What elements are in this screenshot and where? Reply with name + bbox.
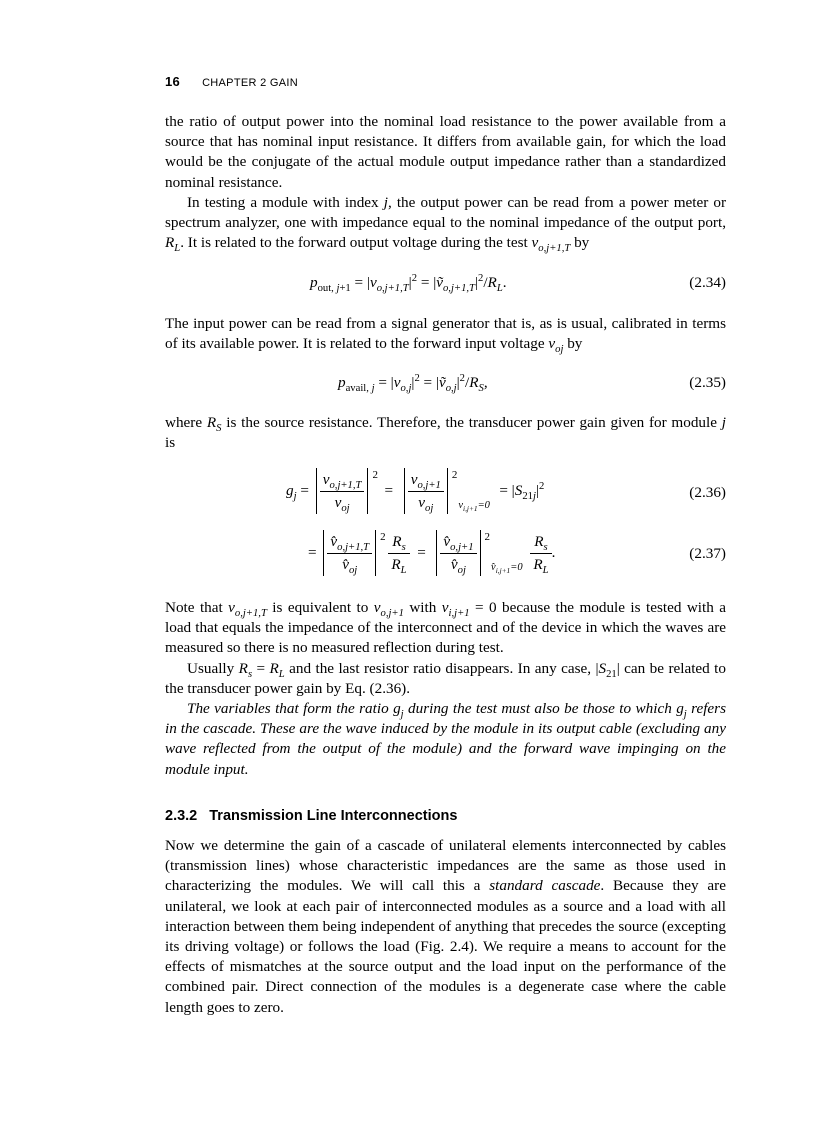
equation-number: (2.37) xyxy=(689,545,726,562)
paragraph: Usually $R_s = R_L$ and the last resistor ratio disappears. In any case, $|S_{21}|$ can be related to the transducer power gain by Eq. (2.36). xyxy=(165,659,726,697)
text-run: refers in the cascade. These are the wave induced by the module in its output cable (excluding any wave reflected from the output of the module) and the forward wave impinging on the module input. xyxy=(165,700,726,778)
equation-2-36: $g_j$ = $\frac{v_{o,j+1,T}}{v_{oj}}$ $^2$ = $\frac{v_{o,j+1}}{v_{oj}}$ $^2_{v_{i,j+1}=0} = |S_{21j}|^2$ xyxy=(286,469,545,514)
text-run: and the last resistor ratio disappears. In any case, xyxy=(284,659,596,677)
text-run: , the output power can be read from a power meter or spectrum analyzer, one with impedance equal to the nominal impedance of the output port, xyxy=(165,193,727,232)
text-run: Now we determine the gain of a cascade of unilateral elements interconnected by cables (transmission lines) whose characteristic impedances are the same as those used in characterizing the modules. We will call this a xyxy=(165,837,726,895)
emphasis: standard cascade xyxy=(489,877,601,895)
text-run: In testing a module with index xyxy=(187,193,384,211)
section-title: Transmission Line Interconnections xyxy=(209,808,458,824)
paragraph xyxy=(165,836,726,1018)
equation-number: (2.36) xyxy=(689,484,726,501)
text-run: can be related to the transducer power gain by Eq. (2.36). xyxy=(165,659,726,697)
section-heading xyxy=(165,808,457,824)
text-run: Note that xyxy=(165,599,229,616)
paragraph: In testing a module with index j, the output power can be read from a power meter or spectrum analyzer, one with impedance equal to the nominal impedance of the output port, $R_L$. It is related to the forward output voltage during the test $v_{o,j+1,T}$ by xyxy=(165,193,727,255)
chapter-label: CHAPTER 2 GAIN xyxy=(202,77,298,89)
paragraph: The input power can be read from a signal generator that is, as is usual, calibrated in terms of its available power. It is related to the forward input voltage $v_{oj}$ by xyxy=(165,315,726,356)
paragraph-block-3 xyxy=(165,413,726,453)
paragraph: The variables that form the ratio $g_j$ during the test must also be those to which $g_j$ refers in the cascade. These are the wave induced by the module in its output cable (excluding any wave reflected from the output of the module) and the forward wave impinging on the module input. xyxy=(165,700,726,778)
text-run: Usually xyxy=(187,659,239,677)
text-run: is the source resistance. Therefore, the transducer power gain given for module xyxy=(221,414,722,431)
running-head xyxy=(165,74,298,89)
paragraph-block-5 xyxy=(165,836,726,1018)
equation-number: (2.35) xyxy=(689,374,726,391)
text-run: . It is related to the forward output voltage during the test xyxy=(180,234,532,252)
paragraph-block-4 xyxy=(165,598,726,780)
equation-2-35: $p_{avail, j} = |v_{o,j}|^2$ = $|ṽ_{o,j}|^2/R_S$, xyxy=(338,372,488,395)
text-run: The variables that form the ratio xyxy=(187,700,394,718)
text-run: where xyxy=(165,414,207,431)
text-run: with xyxy=(403,599,442,616)
text-run: is equivalent to xyxy=(266,599,374,616)
paragraph-block-2 xyxy=(165,314,726,354)
text-run: by xyxy=(563,335,583,353)
text-run: . Because they are unilateral, we look at each pair of interconnected modules as a source and a load with all interaction between them being independent of anything that precedes the source (excepting its driving voltage) or follows the load (Fig. 2.4). We require a means to account for the effects of mismatches at the source output and the load input on the performance of the combined pair. Direct connection of the modules is a degenerate case where the cable length goes to zero. xyxy=(165,877,726,1016)
section-number: 2.3.2 xyxy=(165,808,198,824)
text-run: The input power can be read from a signal generator that is, as is usual, calibrated in terms of its available power. It is related to the forward input voltage xyxy=(165,315,726,353)
paragraph: Note that $v_{o,j+1,T}$ is equivalent to $v_{o,j+1}$ with $v_{i,j+1} = 0$ because the module is tested with a load that equals the impedance of the interconnect and of the device in which the waves are measured so there is no measured reflection during test. xyxy=(165,599,726,657)
text-run: by xyxy=(570,234,590,252)
page-number: 16 xyxy=(165,74,181,89)
equation-number: (2.34) xyxy=(689,274,726,291)
text-run: during the test must also be those to which xyxy=(403,700,677,718)
paragraph: where $R_S$ is the source resistance. Therefore, the transducer power gain given for module j is xyxy=(165,414,726,452)
paragraph-block-1 xyxy=(165,112,726,253)
text-run: is xyxy=(165,434,176,452)
paragraph: the ratio of output power into the nominal load resistance to the power available from a source that has nominal input resistance. It differs from available gain, for which the load would be the conjugate of the actual module output impedance rather than a standardized nominal resistance. xyxy=(165,113,726,191)
text-run: because the module is tested with a load that equals the impedance of the interconnect and of the device in which the waves are measured so there is no measured reflection during test. xyxy=(165,599,726,657)
equation-2-34: $p_{out, j+1} = |v_{o,j+1,T}|^2$ = $|ṽ_{o,j+1,T}|^2/R_L$. xyxy=(310,272,507,295)
equation-2-37: = $\frac{v̂_{o,j+1,T}}{v̂_{oj}}$ $^2$ $\frac{R_s}{R_L}$ = $\frac{v̂_{o,j+1}}{v̂_{oj}}$ $^2_{v̂_{i,j+1}=0}$ $\frac{R_s}{R_L}$ . xyxy=(308,531,556,576)
